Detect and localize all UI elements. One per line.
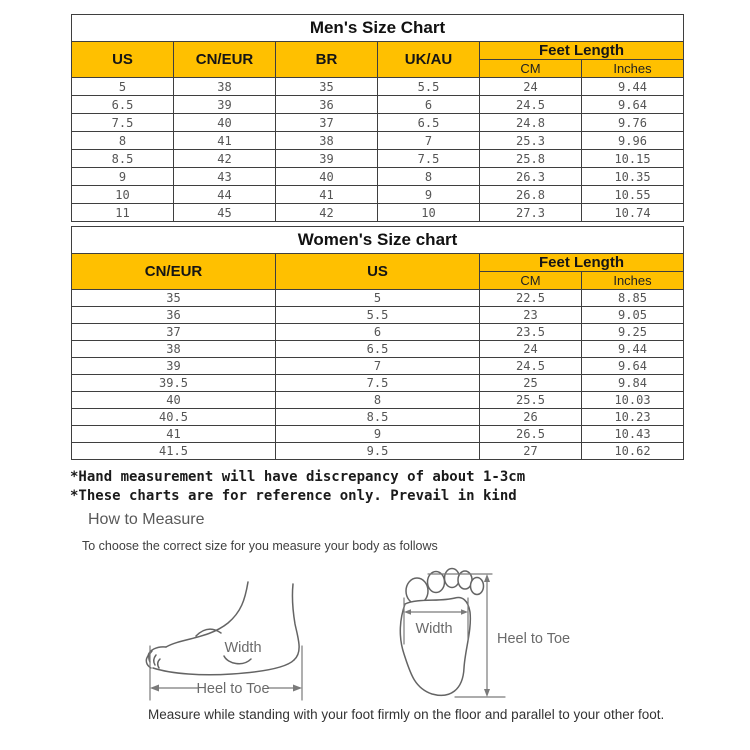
measurement-diagrams — [0, 556, 750, 708]
table-row — [72, 358, 684, 375]
table-cell: 23.5 — [480, 324, 582, 341]
table-cell: 40 — [174, 114, 276, 132]
table-cell: 38 — [174, 78, 276, 96]
table-cell: 22.5 — [480, 290, 582, 307]
table-row — [72, 186, 684, 204]
table-cell: 24.8 — [480, 114, 582, 132]
table-cell: 25 — [480, 375, 582, 392]
table-cell: 7 — [378, 132, 480, 150]
table-cell: 40 — [72, 392, 276, 409]
column-header-cm: CM — [480, 60, 582, 78]
column-header-inches: Inches — [582, 60, 684, 78]
table-cell: 8.85 — [582, 290, 684, 307]
table-cell: 26.8 — [480, 186, 582, 204]
womens-chart-title: Women's Size chart — [72, 227, 684, 254]
how-to-measure-heading: How to Measure — [88, 511, 205, 528]
table-cell: 39 — [72, 358, 276, 375]
table-cell: 26 — [480, 409, 582, 426]
table-cell: 10.55 — [582, 186, 684, 204]
table-cell: 26.3 — [480, 168, 582, 186]
table-cell: 5 — [276, 290, 480, 307]
column-header-cneur: CN/EUR — [174, 42, 276, 78]
table-cell: 24.5 — [480, 358, 582, 375]
womens-header-row — [72, 254, 684, 272]
table-cell: 10.35 — [582, 168, 684, 186]
column-header-feet-length: Feet Length — [480, 254, 684, 272]
table-cell: 6 — [276, 324, 480, 341]
table-row — [72, 341, 684, 358]
footnote-measurement-discrepancy: *Hand measurement will have discrepancy of about 1-3cm — [70, 469, 526, 485]
table-cell: 9.64 — [582, 358, 684, 375]
table-cell: 7.5 — [378, 150, 480, 168]
table-cell: 10.62 — [582, 443, 684, 460]
womens-table-body — [72, 290, 684, 460]
table-cell: 9 — [378, 186, 480, 204]
table-cell: 7.5 — [72, 114, 174, 132]
table-cell: 7 — [276, 358, 480, 375]
table-cell: 24 — [480, 78, 582, 96]
womens-size-table — [71, 226, 684, 460]
column-header-ukau: UK/AU — [378, 42, 480, 78]
table-cell: 38 — [276, 132, 378, 150]
table-cell: 5.5 — [276, 307, 480, 324]
sole-view-heel-to-toe-label: Heel to Toe — [497, 631, 571, 647]
table-cell: 38 — [72, 341, 276, 358]
table-row — [72, 426, 684, 443]
table-row — [72, 78, 684, 96]
table-cell: 9.44 — [582, 341, 684, 358]
table-cell: 6.5 — [378, 114, 480, 132]
table-cell: 35 — [72, 290, 276, 307]
table-cell: 10.74 — [582, 204, 684, 222]
table-cell: 41 — [276, 186, 378, 204]
table-cell: 25.3 — [480, 132, 582, 150]
mens-table-body — [72, 78, 684, 222]
table-row — [72, 132, 684, 150]
table-cell: 36 — [72, 307, 276, 324]
column-header-cneur: CN/EUR — [72, 254, 276, 290]
table-row — [72, 392, 684, 409]
table-cell: 41.5 — [72, 443, 276, 460]
table-cell: 24.5 — [480, 96, 582, 114]
how-to-measure-intro: To choose the correct size for you measure your body as follows — [82, 539, 438, 553]
table-cell: 9.96 — [582, 132, 684, 150]
table-cell: 9.64 — [582, 96, 684, 114]
table-cell: 8.5 — [276, 409, 480, 426]
table-row — [72, 290, 684, 307]
sole-view-width-label: Width — [415, 621, 453, 637]
table-cell: 45 — [174, 204, 276, 222]
table-row — [72, 150, 684, 168]
column-header-feet-length: Feet Length — [480, 42, 684, 60]
table-cell: 10.43 — [582, 426, 684, 443]
table-row — [72, 307, 684, 324]
footnote-reference-only: *These charts are for reference only. Prevail in kind — [70, 488, 517, 504]
table-cell: 42 — [174, 150, 276, 168]
table-cell: 36 — [276, 96, 378, 114]
table-cell: 9.76 — [582, 114, 684, 132]
table-cell: 8 — [378, 168, 480, 186]
table-cell: 6.5 — [276, 341, 480, 358]
table-cell: 40.5 — [72, 409, 276, 426]
table-row — [72, 168, 684, 186]
table-cell: 39 — [276, 150, 378, 168]
table-cell: 7.5 — [276, 375, 480, 392]
table-row — [72, 409, 684, 426]
table-cell: 9.05 — [582, 307, 684, 324]
column-header-br: BR — [276, 42, 378, 78]
column-header-us: US — [276, 254, 480, 290]
table-row — [72, 443, 684, 460]
table-cell: 42 — [276, 204, 378, 222]
table-cell: 27.3 — [480, 204, 582, 222]
table-cell: 35 — [276, 78, 378, 96]
table-row — [72, 375, 684, 392]
table-cell: 8.5 — [72, 150, 174, 168]
table-cell: 10.03 — [582, 392, 684, 409]
footnotes — [70, 468, 525, 506]
mens-header-row — [72, 42, 684, 60]
table-cell: 23 — [480, 307, 582, 324]
column-header-cm: CM — [480, 272, 582, 290]
table-cell: 39 — [174, 96, 276, 114]
table-cell: 6 — [378, 96, 480, 114]
table-cell: 9.44 — [582, 78, 684, 96]
table-cell: 9.5 — [276, 443, 480, 460]
table-cell: 9 — [276, 426, 480, 443]
mens-title-row — [72, 15, 684, 42]
table-cell: 10.15 — [582, 150, 684, 168]
table-cell: 10 — [378, 204, 480, 222]
table-cell: 8 — [72, 132, 174, 150]
table-cell: 6.5 — [72, 96, 174, 114]
measuring-instruction-caption: Measure while standing with your foot firmly on the floor and parallel to your other foot. — [148, 707, 665, 722]
table-cell: 5 — [72, 78, 174, 96]
table-cell: 26.5 — [480, 426, 582, 443]
table-cell: 8 — [276, 392, 480, 409]
column-header-inches: Inches — [582, 272, 684, 290]
table-cell: 25.5 — [480, 392, 582, 409]
table-cell: 39.5 — [72, 375, 276, 392]
table-cell: 9 — [72, 168, 174, 186]
column-header-us: US — [72, 42, 174, 78]
side-view-heel-to-toe-label: Heel to Toe — [196, 681, 270, 697]
table-row — [72, 324, 684, 341]
table-cell: 25.8 — [480, 150, 582, 168]
table-cell: 27 — [480, 443, 582, 460]
table-cell: 24 — [480, 341, 582, 358]
table-cell: 41 — [174, 132, 276, 150]
table-row — [72, 96, 684, 114]
mens-chart-title: Men's Size Chart — [72, 15, 684, 42]
table-cell: 9.25 — [582, 324, 684, 341]
table-cell: 9.84 — [582, 375, 684, 392]
mens-size-table — [71, 14, 684, 222]
table-cell: 11 — [72, 204, 174, 222]
womens-title-row — [72, 227, 684, 254]
table-cell: 41 — [72, 426, 276, 443]
table-row — [72, 204, 684, 222]
table-cell: 44 — [174, 186, 276, 204]
table-cell: 43 — [174, 168, 276, 186]
table-row — [72, 114, 684, 132]
table-cell: 37 — [276, 114, 378, 132]
table-cell: 10 — [72, 186, 174, 204]
table-cell: 10.23 — [582, 409, 684, 426]
side-view-width-label: Width — [224, 640, 262, 656]
table-cell: 37 — [72, 324, 276, 341]
table-cell: 5.5 — [378, 78, 480, 96]
table-cell: 40 — [276, 168, 378, 186]
